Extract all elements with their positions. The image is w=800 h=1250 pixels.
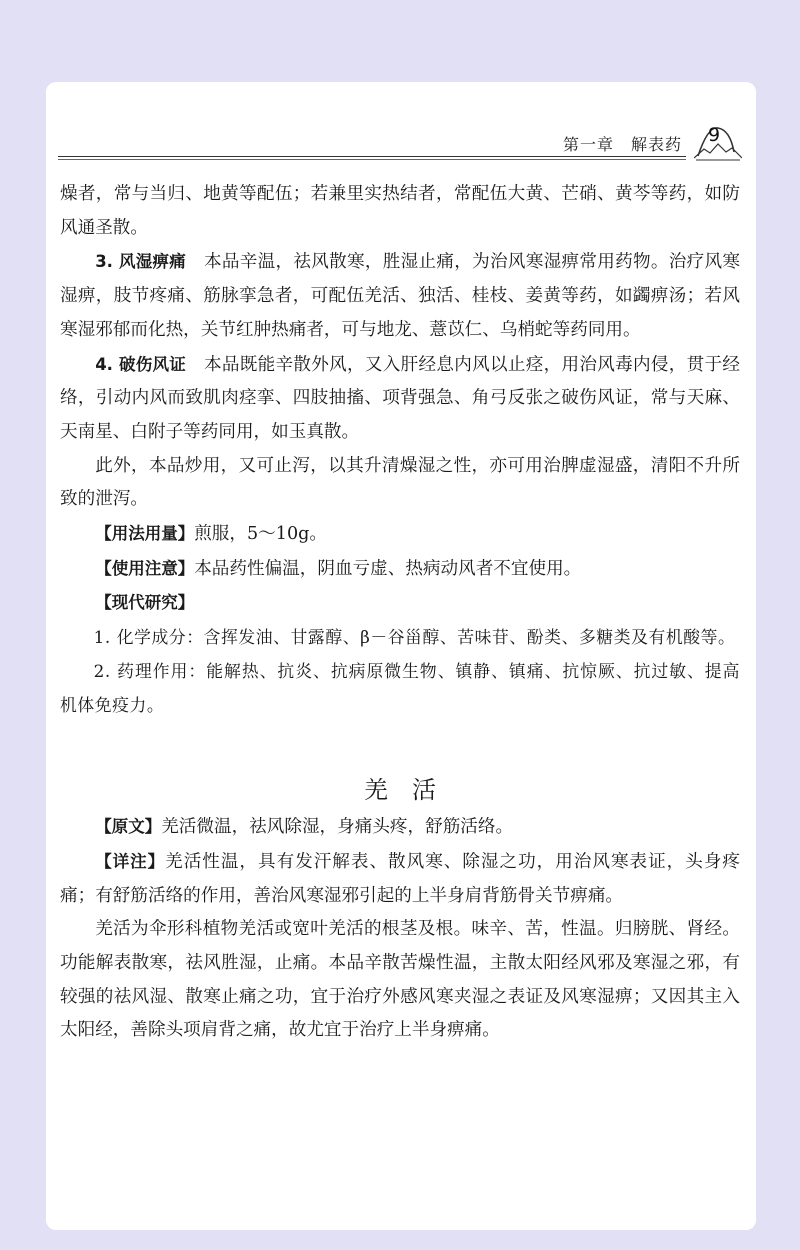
paragraph-text: 本品既能辛散外风，又入肝经息内风以止痉，用治风毒内侵，贯于经络，引动内风而致肌肉痉挛、四肢抽搐、项背强急、角弓反张之破伤风证，常与天麻、天南星、白附子等药同用，如玉真散。 — [60, 354, 740, 442]
original-label: 【原文】 — [95, 817, 162, 837]
chapter-title: 第一章 解表药 — [562, 135, 682, 154]
original-text: 羌活微温，祛风除湿，身痛头疼，舒筋活络。 — [161, 817, 514, 838]
paragraph: 此外，本品炒用，又可止泻，以其升清燥湿之性，亦可用治脾虚湿盛，清阳不升所致的泄泻。 — [60, 455, 740, 510]
paragraph: 燥者，常与当归、地黄等配伍；若兼里实热结者，常配伍大黄、芒硝、黄芩等药，如防风通圣散。 — [60, 184, 740, 238]
note-text: 羌活性温，具有发汗解表、散风寒、除湿之功，用治风寒表证，头身疼痛；有舒筋活络的作用，善治风寒湿邪引起的上半身肩背筋骨关节痹痛。 — [60, 851, 740, 906]
research-item: 2. 药理作用：能解热、抗炎、抗病原微生物、镇静、镇痛、抗惊厥、抗过敏、提高机体免疫力。 — [60, 660, 740, 715]
header-rule — [58, 156, 686, 157]
page-number-badge — [694, 122, 742, 162]
paragraph — [60, 810, 740, 845]
research-label: 【现代研究】 — [95, 593, 195, 613]
paragraph — [60, 517, 740, 552]
research-item: 1. 化学成分：含挥发油、甘露醇、β－谷甾醇、苦味苷、酚类、多糖类及有机酸等。 — [93, 627, 736, 648]
note-label: 【详注】 — [95, 851, 166, 871]
paragraph — [60, 552, 740, 587]
herb-title: 羌活 — [364, 776, 460, 805]
caution-text: 本品药性偏温，阴血亏虚、热病动风者不宜使用。 — [194, 558, 582, 579]
paragraph-text: 本品辛温，祛风散寒，胜湿止痛，为治风寒湿痹常用药物。治疗风寒湿痹，肢节疼痛、筋脉挛急者，可配伍羌活、独活、桂枝、姜黄等药，如蠲痹汤；若风寒湿邪郁而化热，关节红肿热痛者，可与地龙、薏苡仁、乌梢蛇等药同用。 — [60, 252, 740, 340]
section-heading: 3. 风湿痹痛 — [95, 252, 187, 272]
usage-text: 煎服，5～10g。 — [194, 524, 328, 545]
paragraph — [60, 845, 740, 913]
section-gap — [60, 722, 740, 770]
book-page — [46, 82, 756, 1230]
paragraph — [60, 348, 740, 450]
caution-label: 【使用注意】 — [95, 558, 195, 578]
section-heading: 4. 破伤风证 — [95, 354, 187, 374]
usage-label: 【用法用量】 — [95, 524, 195, 544]
header-rule-thin — [58, 159, 686, 160]
paragraph — [60, 586, 740, 621]
paragraph: 羌活为伞形科植物羌活或宽叶羌活的根茎及根。味辛、苦，性温。归膀胱、肾经。功能解表散寒，祛风胜湿，止痛。本品辛散苦燥性温，主散太阳经风邪及寒湿之邪，有较强的祛风湿、散寒止痛之功，宜于治疗外感风寒夹湿之表证及风寒湿痹；又因其主入太阳经，善除头项肩背之痛，故尤宜于治疗上半身痹痛。 — [60, 919, 740, 1041]
page-header — [58, 122, 746, 160]
page-content — [60, 178, 740, 1048]
paragraph — [60, 245, 740, 347]
page-number: 9 — [707, 124, 721, 146]
